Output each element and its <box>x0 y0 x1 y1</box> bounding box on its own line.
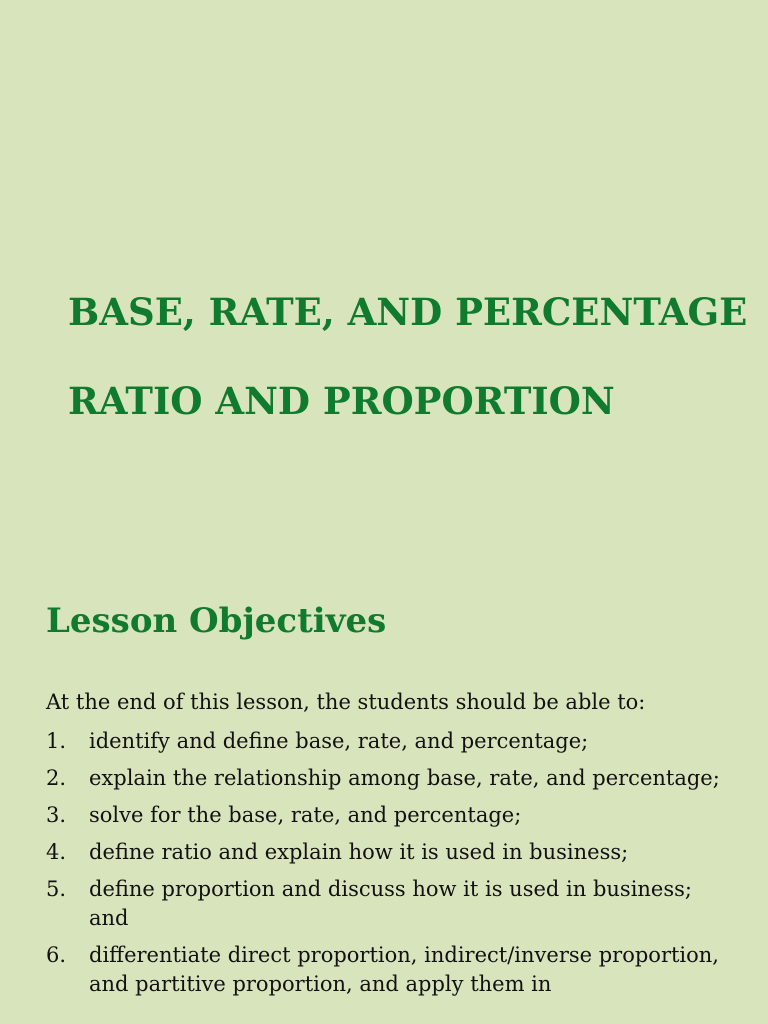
objective-item <box>46 801 726 830</box>
objective-item <box>46 764 726 793</box>
objective-number: 3. <box>46 803 67 827</box>
objective-item <box>46 727 726 756</box>
title-line-1: BASE, RATE, AND PERCENTAGE <box>68 290 748 334</box>
objective-text: explain the relationship among base, rate, and percentage; <box>89 766 720 790</box>
objective-item <box>46 875 726 933</box>
objectives-list <box>46 727 726 1007</box>
objective-number: 6. <box>46 943 67 967</box>
objective-text: differentiate direct proportion, indirect/inverse proportion, and partitive proportion, and apply them in <box>89 943 719 996</box>
objective-text: solve for the base, rate, and percentage; <box>89 803 522 827</box>
title-line-2: RATIO AND PROPORTION <box>68 379 615 423</box>
objective-number: 5. <box>46 877 67 901</box>
objective-number: 2. <box>46 766 67 790</box>
objective-item <box>46 941 726 999</box>
objective-item <box>46 838 726 867</box>
objective-text: identify and define base, rate, and percentage; <box>89 729 589 753</box>
objectives-intro: At the end of this lesson, the students should be able to: <box>46 690 646 714</box>
objective-number: 4. <box>46 840 67 864</box>
objective-text: define ratio and explain how it is used in business; <box>89 840 629 864</box>
objective-text: define proportion and discuss how it is used in business; and <box>89 877 692 930</box>
objective-number: 1. <box>46 729 67 753</box>
section-heading: Lesson Objectives <box>46 601 387 641</box>
